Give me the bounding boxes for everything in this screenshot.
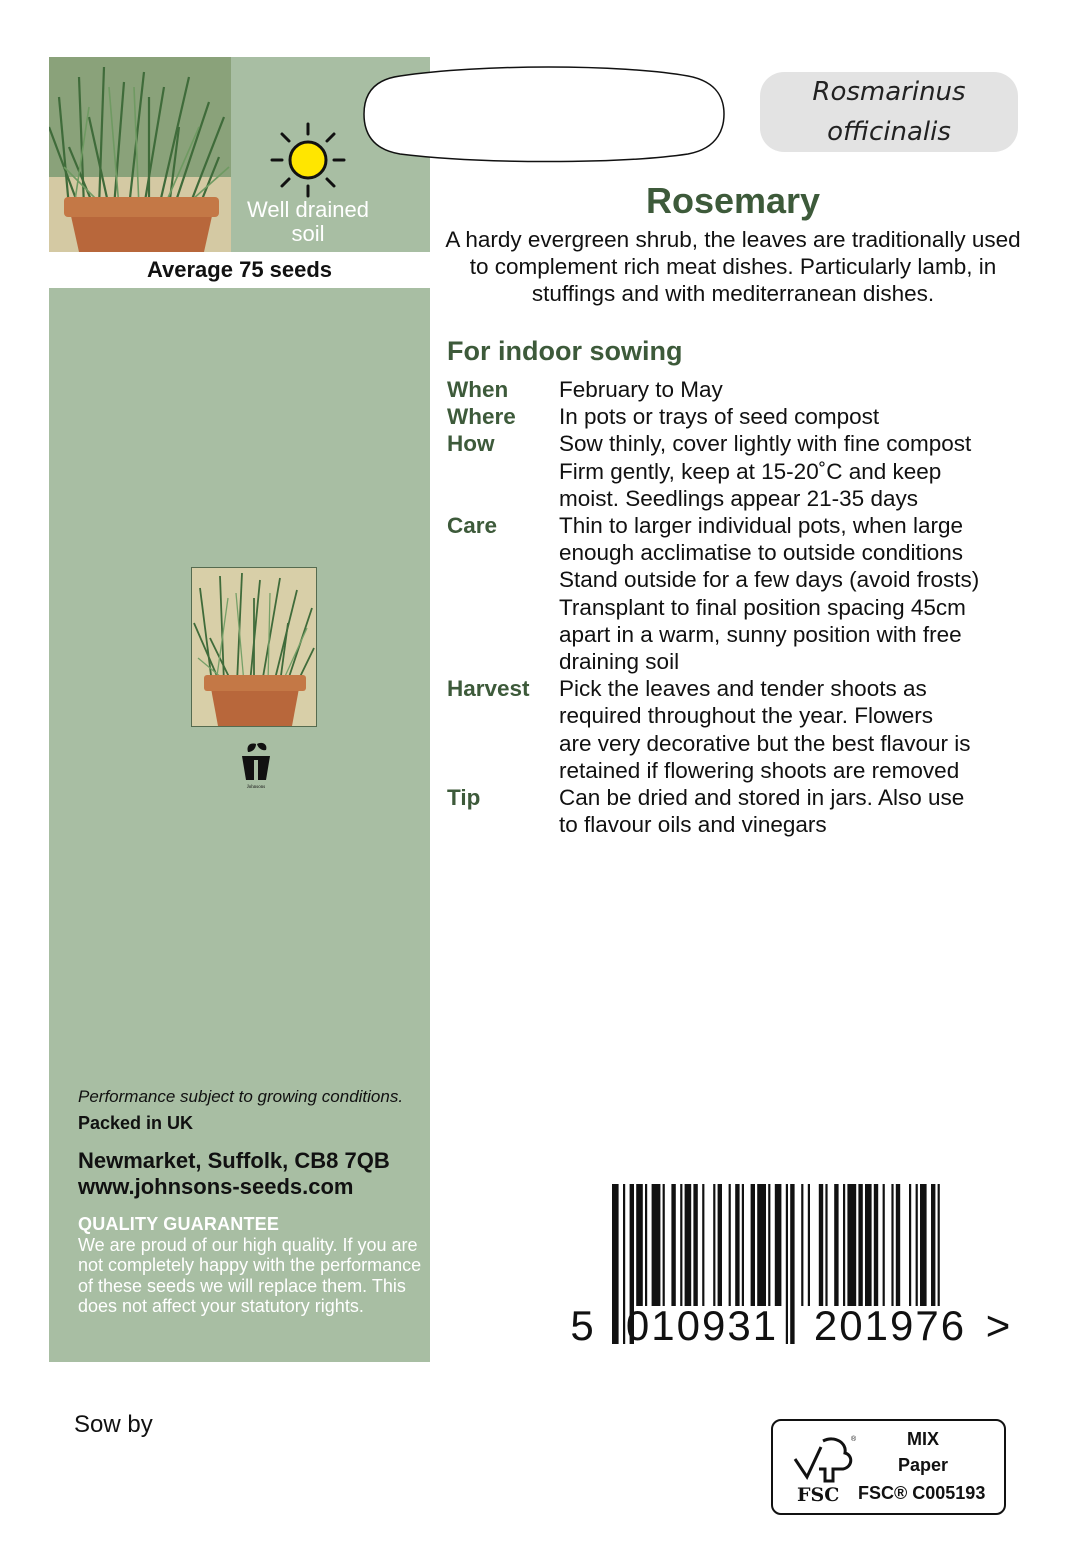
barcode-bar xyxy=(775,1184,782,1306)
barcode-bar xyxy=(931,1184,935,1306)
svg-text:®: ® xyxy=(851,1436,857,1443)
barcode-bar xyxy=(693,1184,697,1306)
instruction-label: Tip xyxy=(447,785,481,811)
barcode-bar xyxy=(729,1184,731,1306)
barcode-bar xyxy=(920,1184,927,1306)
barcode-bar xyxy=(636,1184,643,1306)
barcode-bar xyxy=(623,1184,625,1344)
barcode-bar xyxy=(909,1184,911,1306)
barcode-bar xyxy=(751,1184,755,1306)
barcode-bar xyxy=(865,1184,872,1306)
sun-icon xyxy=(270,122,346,198)
instruction-row xyxy=(447,430,1047,512)
fsc-mix: MIX xyxy=(907,1429,940,1449)
guarantee-text: We are proud of our high quality. If you are not completely happy with the performance of these seeds we will replace them. This does not affect your statutory rights. xyxy=(78,1234,422,1316)
barcode-bar xyxy=(612,1184,619,1344)
barcode-bar xyxy=(702,1184,704,1306)
barcode-bar xyxy=(801,1184,803,1306)
sow-by-label: Sow by xyxy=(74,1411,153,1438)
soil-line-1: Well drained xyxy=(247,197,369,222)
fsc-logo-word: FSC xyxy=(797,1484,840,1506)
barcode-bar xyxy=(645,1184,647,1306)
latin-name-line-1: Rosmarinus xyxy=(812,77,966,107)
rosemary-pot-photo xyxy=(49,57,231,252)
instruction-row xyxy=(447,376,1047,403)
latin-name-line-2: officinalis xyxy=(827,117,951,147)
barcode-bar xyxy=(896,1184,900,1306)
latin-name-box xyxy=(760,72,1018,152)
barcode-bar xyxy=(883,1184,885,1306)
svg-text:Johnsons: Johnsons xyxy=(246,785,266,790)
performance-note: Performance subject to growing conditions. xyxy=(78,1087,404,1106)
barcode-bar xyxy=(938,1184,940,1306)
barcode-bar xyxy=(790,1184,794,1344)
product-description: A hardy evergreen shrub, the leaves are traditionally used to complement rich meat dishes. Particularly lamb, in stuffings and with mediterranean dishes. xyxy=(445,227,1021,306)
barcode-bar xyxy=(847,1184,856,1306)
instruction-text: In pots or trays of seed compost xyxy=(559,404,880,430)
website-link[interactable]: www.johnsons-seeds.com xyxy=(78,1174,354,1199)
instruction-text: Sow thinly, cover lightly with fine compost Firm gently, keep at 15-20˚C and keep moist. Seedlings appear 21-35 days xyxy=(559,431,972,511)
barcode-digits-left: 010931 xyxy=(625,1302,779,1349)
barcode-digit-first: 5 xyxy=(570,1302,594,1349)
barcode-bar xyxy=(685,1184,692,1306)
barcode-bar xyxy=(825,1184,827,1306)
sowing-instructions xyxy=(447,376,1047,838)
barcode-bar xyxy=(819,1184,823,1306)
instruction-text: Thin to larger individual pots, when large enough acclimatise to outside conditions Stand outside for a few days (avoid frosts) Transplant to final position spacing 45cm apart in a warm, sunny position with free draining soil xyxy=(559,513,980,675)
address-line: Newmarket, Suffolk, CB8 7QB xyxy=(78,1148,390,1173)
instruction-label: How xyxy=(447,431,495,457)
blank-label xyxy=(360,64,728,166)
barcode xyxy=(560,1180,1020,1350)
fsc-code: FSC® C005193 xyxy=(858,1483,986,1503)
instruction-label: When xyxy=(447,377,509,402)
barcode-bar xyxy=(671,1184,675,1306)
instruction-row xyxy=(447,403,1047,430)
instruction-label: Where xyxy=(447,404,516,430)
barcode-bar xyxy=(735,1184,739,1306)
barcode-bar xyxy=(757,1184,766,1306)
barcode-bar xyxy=(768,1184,770,1306)
instruction-text: February to May xyxy=(559,377,723,402)
barcode-bar xyxy=(742,1184,744,1306)
barcode-bar xyxy=(843,1184,845,1306)
instruction-row xyxy=(447,512,1047,675)
instruction-row xyxy=(447,675,1047,784)
rosemary-thumbnail-photo xyxy=(191,567,317,727)
barcode-bar xyxy=(652,1184,661,1306)
instruction-label: Harvest xyxy=(447,676,530,702)
soil-requirement xyxy=(232,198,384,246)
barcode-end-marker: > xyxy=(985,1302,1011,1349)
packed-in: Packed in UK xyxy=(78,1113,194,1133)
instruction-text: Pick the leaves and tender shoots as required throughout the year. Flowers are very decorative but the best flavour is retained if flowering shoots are removed xyxy=(559,676,971,783)
fsc-paper: Paper xyxy=(898,1455,949,1475)
barcode-bar xyxy=(916,1184,918,1306)
barcode-bar xyxy=(874,1184,878,1306)
section-heading: For indoor sowing xyxy=(447,336,683,366)
product-title: Rosemary xyxy=(645,180,821,221)
soil-line-2: soil xyxy=(291,221,325,246)
barcode-bar xyxy=(891,1184,893,1306)
barcode-bar xyxy=(663,1184,665,1306)
barcode-bar xyxy=(858,1184,862,1306)
company-address xyxy=(78,1148,390,1200)
barcode-bar xyxy=(680,1184,682,1306)
quality-guarantee xyxy=(78,1214,423,1317)
barcode-bar xyxy=(713,1184,715,1306)
barcode-bar xyxy=(834,1184,838,1306)
instruction-label: Care xyxy=(447,513,498,539)
barcode-digits-right: 201976 xyxy=(813,1302,967,1349)
guarantee-title: QUALITY GUARANTEE xyxy=(78,1214,280,1234)
johnsons-logo xyxy=(236,740,276,790)
barcode-bar xyxy=(786,1184,788,1344)
instruction-text: Can be dried and stored in jars. Also use to flavour oils and vinegars xyxy=(559,785,965,838)
barcode-bar xyxy=(718,1184,722,1306)
seed-count: Average 75 seeds xyxy=(49,252,430,288)
instruction-row xyxy=(447,784,1047,838)
barcode-bar xyxy=(808,1184,810,1306)
